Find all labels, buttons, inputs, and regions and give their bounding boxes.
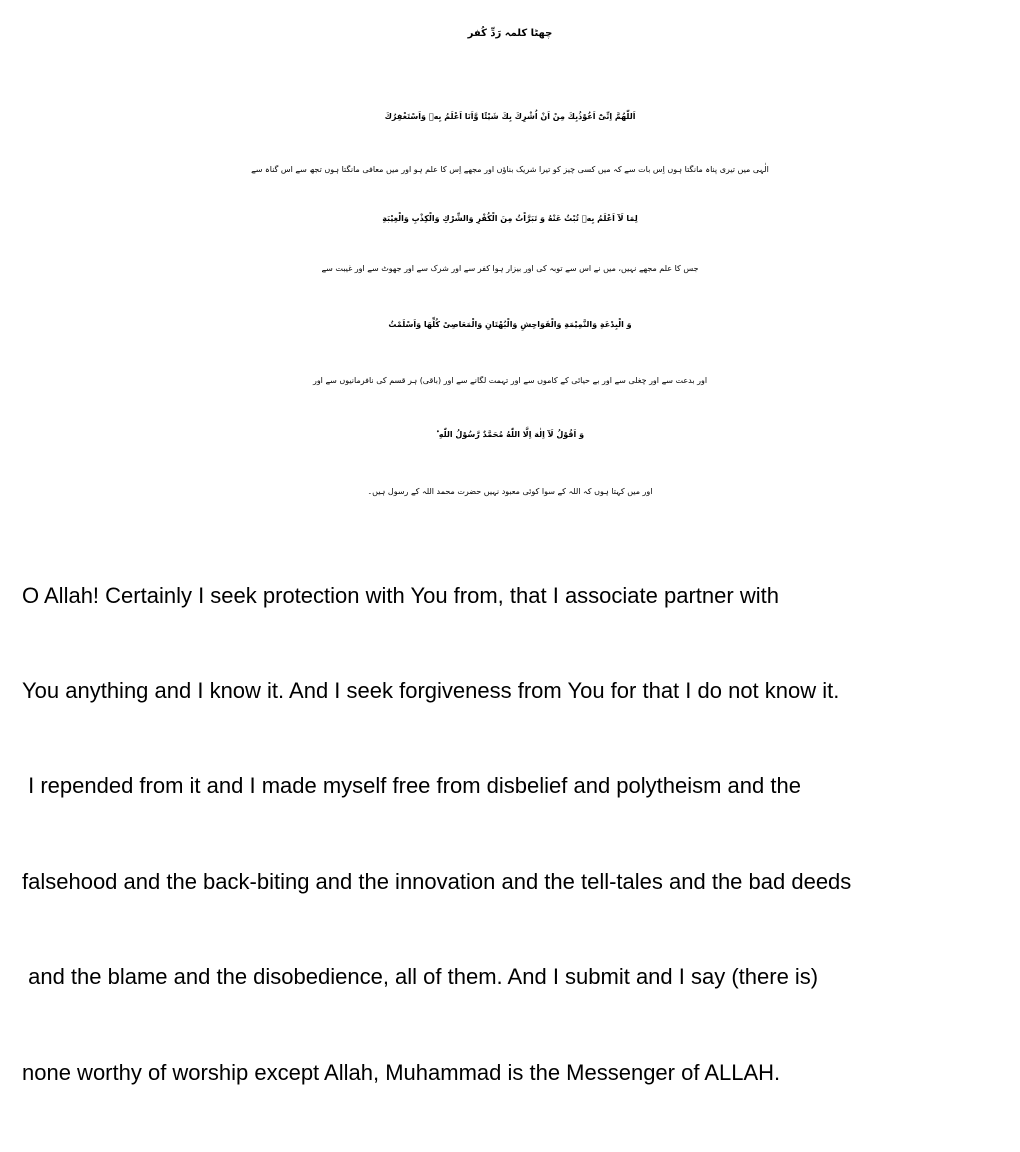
english-line: O Allah! Certainly I seek protection with You from, that I associate partner with xyxy=(22,582,779,608)
urdu-translation-line-1: الٰہی میں تیری پناہ مانگتا ہوں اِس بات سے کہ میں کسی چیز کو تیرا شریک بناؤں اور مجھے اِس کا علم ہو اور میں معافی مانگتا ہوں تجھ سے اس گناہ سے xyxy=(251,165,769,174)
urdu-translation-line-2: جس کا علم مجھے نہیں، میں نے اس سے توبہ کی اور بیزار ہوا کفر سے اور شرک سے اور جھوٹ سے اور غیبت سے xyxy=(321,264,699,273)
english-line: and the blame and the disobedience, all of them. And I submit and I say (there is) xyxy=(22,964,819,990)
arabic-line-4: وَ اَقُوْلُ لَآ اِلٰهَ اِلَّا اللّٰهُ مُحَمَّدٌ رَّسُوْلُ اللّٰهِ ؕ xyxy=(435,430,585,439)
english-line: You anything and I know it. And I seek forgiveness from You for that I do not know it. xyxy=(22,677,840,703)
page-title: چھٹا کلمہ رَدِّ کُفر xyxy=(467,28,553,39)
english-translation xyxy=(22,516,1012,1152)
arabic-line-1: اَللّٰهُمَّ اِنِّىْٓ اَعُوْذُبِكَ مِنْ اَنْ اُشْرِكَ بِكَ شَيْئًا وَّاَنَا اَعْلَمُ بِهٖ وَاَسْتَغْفِرُكَ xyxy=(384,112,636,121)
urdu-translation-line-4: اور میں کہتا ہوں کہ اللہ کے سوا کوئی معبود نہیں حضرت محمد اللہ کے رسول ہیں۔ xyxy=(367,487,653,496)
english-line: none worthy of worship except Allah, Muhammad is the Messenger of ALLAH. xyxy=(22,1059,781,1085)
english-line: falsehood and the back-biting and the innovation and the tell-tales and the bad deeds xyxy=(22,868,852,894)
english-line: I repended from it and I made myself free from disbelief and polytheism and the xyxy=(22,773,801,799)
arabic-line-2: لِمَا لَآ اَعْلَمُ بِهٖ تُبْتُ عَنْهُ وَ تَبَرَّاْتُ مِنَ الْكُفْرِ وَالشِّرْكِ وَالْكِذْبِ وَالْغِيْبَةِ xyxy=(382,214,638,223)
arabic-line-3: وَ الْبِدْعَةِ وَالنَّمِيْمَةِ وَالْفَوَاحِشِ وَالْبُهْتَانِ وَالْمَعَاصِىْ كُلِّهَا وَاَسْلَمْتُ xyxy=(388,320,632,329)
urdu-translation-line-3: اور بدعت سے اور چغلی سے اور بے حیائی کے کاموں سے اور تہمت لگانے سے اور (باقی) ہر قسم کی نافرمانیوں سے اور xyxy=(312,376,708,385)
